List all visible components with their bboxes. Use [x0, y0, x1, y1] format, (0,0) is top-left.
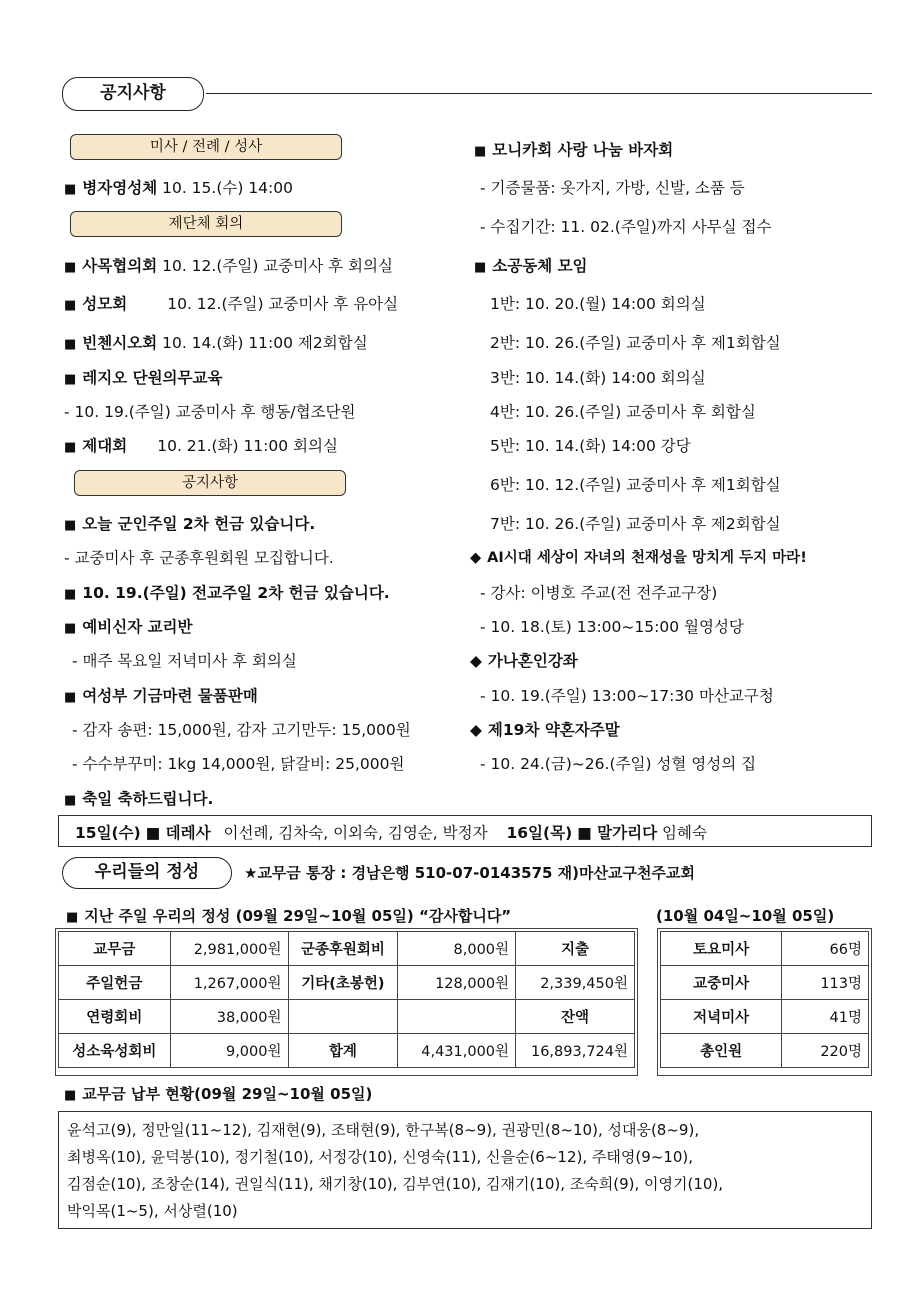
org-item-2: ■ 성모회 10. 12.(주일) 교중미사 후 유아실 [64, 295, 399, 313]
notice-5: ■ 축일 축하드립니다. [64, 790, 214, 808]
sick-communion: ■ 병자영성체 10. 15.(수) 14:00 [64, 179, 293, 197]
notice-2: ■ 10. 19.(주일) 전교주일 2차 헌금 있습니다. [64, 584, 390, 602]
notice-4-sub-2: - 수수부꾸미: 1kg 14,000원, 닭갈비: 25,000원 [72, 755, 405, 773]
engaged-title: ◆ 제19차 약혼자주말 [470, 721, 620, 739]
small-item-3: 3반: 10. 14.(화) 14:00 회의실 [490, 369, 706, 387]
notice-1-sub: - 교중미사 후 군종후원회원 모집합니다. [64, 549, 334, 567]
bazaar-sub-2: - 수집기간: 11. 02.(주일)까지 사무실 접수 [480, 218, 772, 236]
small-item-5: 5반: 10. 14.(화) 14:00 강당 [490, 437, 691, 455]
ai-lecture-sub-2: - 10. 18.(토) 13:00~15:00 월영성당 [480, 618, 744, 636]
small-item-1: 1반: 10. 20.(월) 14:00 회의실 [490, 295, 706, 313]
table-row: 총인원 220명 [661, 1034, 869, 1068]
dues-title: ■ 교무금 납부 현황(09월 29일~10월 05일) [64, 1085, 373, 1103]
small-item-6: 6반: 10. 12.(주일) 교중미사 후 제1회합실 [490, 476, 781, 494]
table-row: 토요미사 66명 [661, 932, 869, 966]
header-rule [206, 93, 872, 94]
jedae-item: ■ 제대회 10. 21.(화) 11:00 회의실 [64, 437, 338, 455]
dues-line-3: 김점순(10), 조창순(14), 권일식(11), 채기창(10), 김부연(10), 김재기(10), 조숙희(9), 이영기(10), [67, 1175, 724, 1193]
section-title-notice: 공지사항 [62, 77, 204, 111]
offering-table [58, 931, 635, 1068]
table-row: 연령회비 38,000원 잔액 [59, 1000, 635, 1034]
account-info: ★교무금 통장 : 경남은행 510-07-0143575 재)마산교구천주교회 [244, 864, 695, 882]
dues-line-2: 최병옥(10), 윤덕봉(10), 정기철(10), 서정강(10), 신영숙(11), 신을순(6~12), 주태영(9~10), [67, 1148, 694, 1166]
org-item-4: ■ 레지오 단원의무교육 [64, 369, 223, 387]
attendance-title: (10월 04일~10월 05일) [656, 907, 835, 925]
feast-date-1: 15일(수) [75, 824, 141, 842]
ai-lecture-sub-1: - 강사: 이병호 주교(전 전주교구장) [480, 584, 718, 602]
tag-org: 제단체 회의 [70, 211, 342, 237]
section-title-offering: 우리들의 정성 [62, 857, 232, 889]
feast-people-1: 이선례, 김차숙, 이외숙, 김영순, 박정자 [223, 824, 488, 842]
cana-sub: - 10. 19.(주일) 13:00~17:30 마산교구청 [480, 687, 774, 705]
dues-line-4: 박익목(1~5), 서상렬(10) [67, 1202, 238, 1220]
dues-box [58, 1111, 872, 1229]
feast-name-1: 데레사 [165, 824, 211, 842]
feast-name-2: 말가리다 [597, 824, 658, 842]
tag-mass: 미사 / 전례 / 성사 [70, 134, 342, 160]
ai-lecture-title: ◆ AI시대 세상이 자녀의 천재성을 망치게 두지 마라! [470, 550, 807, 566]
table-row: 성소육성회비 9,000원 합계 4,431,000원 16,893,724원 [59, 1034, 635, 1068]
feast-date-2: 16일(목) [506, 824, 573, 842]
tag-notice: 공지사항 [74, 470, 346, 496]
org-item-3: ■ 빈첸시오회 10. 14.(화) 11:00 제2회합실 [64, 334, 368, 352]
small-item-7: 7반: 10. 26.(주일) 교중미사 후 제2회합실 [490, 515, 781, 533]
cana-title: ◆ 가나혼인강좌 [470, 652, 578, 670]
table-row: 저녁미사 41명 [661, 1000, 869, 1034]
notice-4-sub-1: - 감자 송편: 15,000원, 감자 고기만두: 15,000원 [72, 721, 411, 739]
table-row: 주일헌금 1,267,000원 기타(초봉헌) 128,000원 2,339,450원 [59, 966, 635, 1000]
offering-table-title: ■ 지난 주일 우리의 정성 (09월 29일~10월 05일) “감사합니다” [66, 907, 512, 925]
feast-people-2: 임혜숙 [662, 824, 707, 842]
bazaar-sub-1: - 기증물품: 옷가지, 가방, 신발, 소품 등 [480, 179, 745, 197]
small-item-2: 2반: 10. 26.(주일) 교중미사 후 제1회합실 [490, 334, 781, 352]
notice-4: ■ 여성부 기금마련 물품판매 [64, 687, 258, 705]
dues-line-1: 윤석고(9), 정만일(11~12), 김재현(9), 조태현(9), 한구복(8~9), 권광민(8~10), 성대웅(8~9), [67, 1121, 700, 1139]
table-row: 교무금 2,981,000원 군종후원회비 8,000원 지출 [59, 932, 635, 966]
notice-1: ■ 오늘 군인주일 2차 헌금 있습니다. [64, 515, 316, 533]
notice-3-sub: - 매주 목요일 저녁미사 후 회의실 [72, 652, 297, 670]
legio-sub: - 10. 19.(주일) 교중미사 후 행동/협조단원 [64, 403, 356, 421]
small-community-title: ■ 소공동체 모임 [474, 257, 588, 275]
small-item-4: 4반: 10. 26.(주일) 교중미사 후 회합실 [490, 403, 756, 421]
feast-box: 15일(수) ■ 데레사 이선례, 김차숙, 이외숙, 김영순, 박정자 16일(목) ■ 말가리다 임혜숙 [58, 815, 872, 847]
attendance-table [660, 931, 869, 1068]
table-row: 교중미사 113명 [661, 966, 869, 1000]
bazaar-title: ■ 모니카회 사랑 나눔 바자회 [474, 141, 674, 159]
notice-3: ■ 예비신자 교리반 [64, 618, 193, 636]
org-item-1: ■ 사목협의회 10. 12.(주일) 교중미사 후 회의실 [64, 257, 393, 275]
engaged-sub: - 10. 24.(금)~26.(주일) 성혈 영성의 집 [480, 755, 757, 773]
